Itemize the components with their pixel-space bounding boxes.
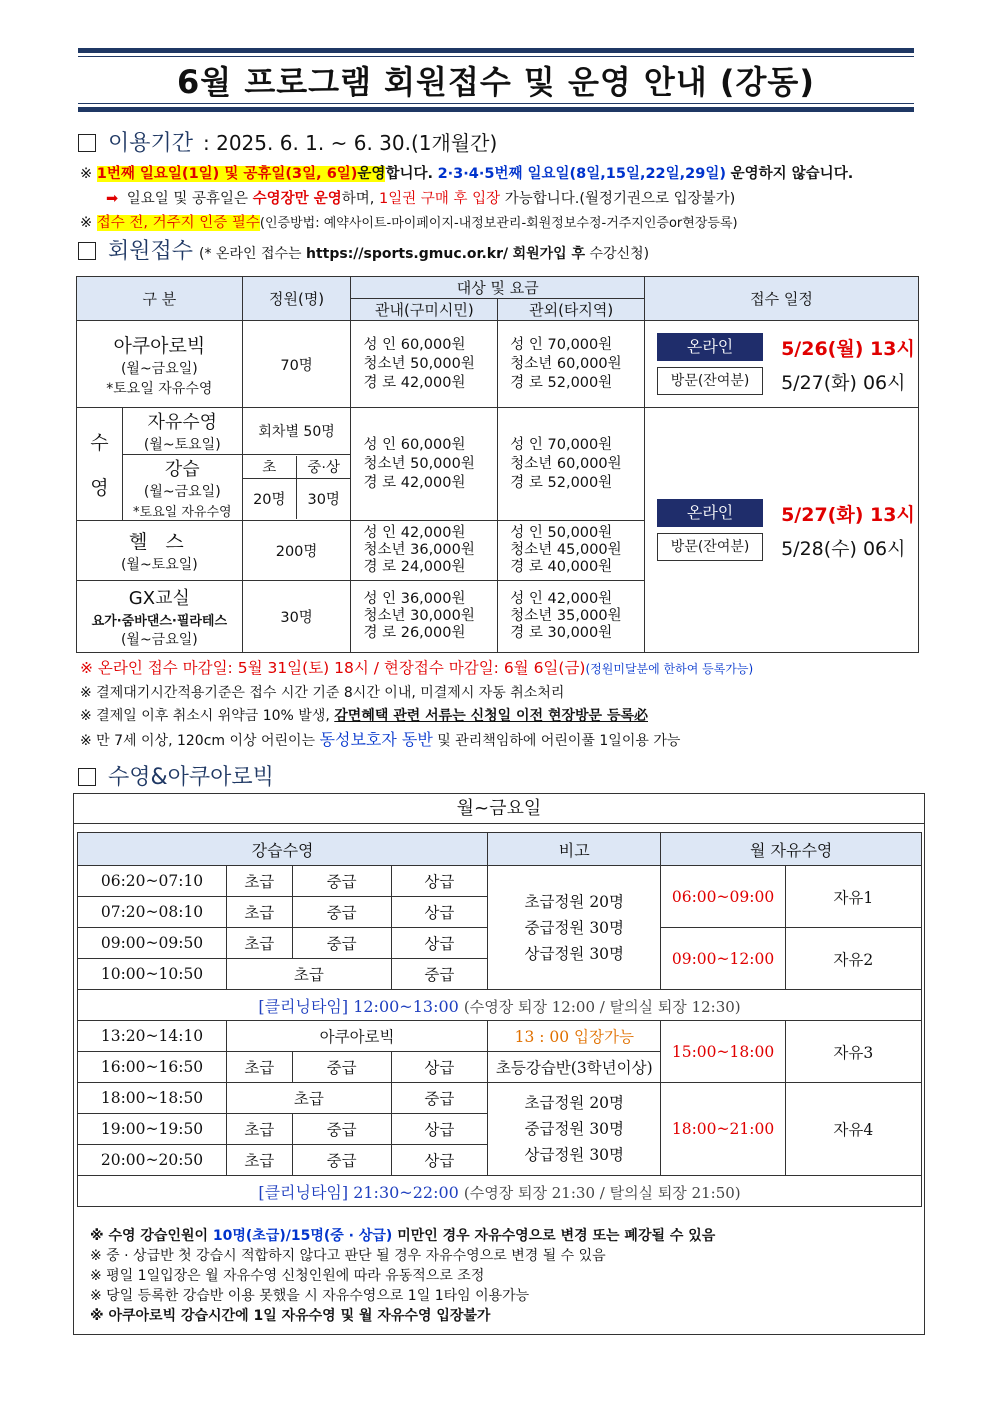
header-schedule: 접수 일정 — [645, 277, 919, 321]
checkbox-square-icon — [78, 242, 96, 260]
row-swim-lesson: 강습 (월~금요일) *토요일 자유수영 초 중·상 20명 30명 — [77, 455, 919, 521]
note-residence: ※ 접수 전, 거주지 인증 필수(인증방법: 예약사이트-마이페이지-내정보관리-회원정보수정-거주지인증or현장등록) — [80, 215, 738, 231]
cleaning-time-row: [클리닝타임] 12:00~13:00 (수영장 퇴장 12:00 / 탈의실 퇴장 12:30) — [78, 990, 922, 1021]
header-remark: 비고 — [488, 833, 661, 866]
header-monthly-free: 월 자유수영 — [661, 833, 922, 866]
visit-date: 5/27(화) 06시 — [781, 371, 906, 394]
table-row: 10:00~10:50 초급 중급 — [78, 959, 922, 990]
checkbox-square-icon — [78, 768, 96, 786]
page-title: 6월 프로그램 회원접수 및 운영 안내 (강동) — [177, 63, 815, 101]
row-health: 헬 스 (월~토요일) 200명 성 인 42,000원 청소년 36,000원 경 로 24,000원 성 인 50,000원 청소년 45,000원 경 로 40,000원 — [77, 521, 919, 581]
swim-section-label: 수영&아쿠아로빅 — [108, 765, 274, 790]
table-row: 06:20~07:10 초급 중급 상급 초급정원 20명 중급정원 30명 상급정원 30명 06:00~09:00 자유1 — [78, 866, 922, 897]
header-nonresident: 관외(타지역) — [498, 299, 645, 321]
title-banner — [78, 48, 914, 112]
arrow-right-icon: ➡ — [106, 191, 119, 207]
fee-table — [76, 276, 919, 653]
table-row: 19:00~19:50 초급 중급 상급 — [78, 1114, 922, 1145]
note-children: ※ 만 7세 이상, 120cm 이상 어린이는 동성보호자 동반 및 관리책임하에 어린이풀 1일이용 가능 — [80, 730, 681, 749]
note-payment-wait: ※ 결제대기시간적용기준은 접수 시간 기준 8시간 이내, 미결제시 자동 취소처리 — [80, 685, 565, 701]
header-target: 대상 및 요금 — [351, 277, 645, 299]
footnotes: ※ 수영 강습인원이 10명(초급)/15명(중 · 상급) 미만인 경우 자유수영으로 변경 또는 폐강될 수 있음 ※ 중 · 상급반 첫 강습시 적합하지 않다고 판단 될 경우 자유수영으로 변경 될 수 있음 ※ 평일 1일입장은 월 자유수영 신청인원에 따라 유동적으로 조정 ※ 당일 등록한 강습반 이용 못했을 시 자유수영으로 1일 1타임 이용가능 ※ 아쿠아로빅 강습시간에 1일 자유수영 및 월 자유수영 입장불가 — [90, 1228, 716, 1324]
online-date: 5/27(화) 13시 — [781, 503, 915, 526]
online-badge: 온라인 — [657, 499, 763, 527]
note-sunday: ※ 1번째 일요일(1일) 및 공휴일(3일, 6일)운영합니다. 2·3·4·5번째 일요일(8일,15일,22일,29일) 운영하지 않습니다. — [80, 166, 854, 182]
period-section — [78, 126, 497, 157]
checkbox-square-icon — [78, 134, 96, 152]
schedule-2 — [645, 408, 919, 653]
note-first-sunday: 1번째 일요일(1일) 및 공휴일(3일, 6일) — [96, 166, 358, 182]
header-resident: 관내(구미시민) — [351, 299, 498, 321]
online-date: 5/26(월) 13시 — [781, 337, 915, 360]
table-row: 07:20~08:10 초급 중급 상급 — [78, 897, 922, 928]
cleaning-time-row: [클리닝타임] 21:30~22:00 (수영장 퇴장 21:30 / 탈의실 퇴장 21:50) — [78, 1176, 922, 1207]
header-capacity: 정원(명) — [242, 277, 351, 321]
weekday-title: 월~금요일 — [74, 794, 924, 824]
online-badge: 온라인 — [657, 333, 763, 361]
period-label: 이용기간 — [108, 131, 194, 156]
note-closed-sundays: 2·3·4·5번째 일요일(8일,15일,22일,29일) — [437, 166, 726, 182]
note-holiday-pool: ➡ 일요일 및 공휴일은 수영장만 운영하며, 1일권 구매 후 입장 가능합니다.(월정기권으로 입장불가) — [106, 191, 736, 207]
visit-date: 5/28(수) 06시 — [781, 537, 906, 560]
header-category: 구 분 — [77, 277, 243, 321]
table-row: 16:00~16:50 초급 중급 상급 초등강습반(3학년이상) — [78, 1052, 922, 1083]
swim-schedule-table — [77, 832, 922, 1207]
registration-label: 회원접수 — [108, 239, 194, 264]
table-row: 09:00~09:50 초급 중급 상급 09:00~12:00 자유2 — [78, 928, 922, 959]
period-value: : 2025. 6. 1. ~ 6. 30.(1개월간) — [203, 131, 498, 155]
swim-section — [78, 760, 274, 791]
row-gx: GX교실 요가·줌바댄스·필라테스 (월~금요일) 30명 성 인 36,000원 청소년 30,000원 경 로 26,000원 성 인 42,000원 청소년 35,000원 경 로 30,000원 — [77, 581, 919, 653]
note-residence-required: 접수 전, 거주지 인증 필수 — [96, 215, 260, 231]
registration-url-link[interactable]: https://sports.gmuc.or.kr/ — [305, 246, 509, 262]
table-row: 20:00~20:50 초급 중급 상급 — [78, 1145, 922, 1176]
note-deadline: ※ 온라인 접수 마감일: 5월 31일(토) 18시 / 현장접수 마감일: 6월 6일(금)(정원미달분에 한하여 등록가능) — [80, 659, 754, 677]
note-cancel-penalty: ※ 결제일 이후 취소시 위약금 10% 발생, 감면혜택 관련 서류는 신청일 이전 현장방문 등록必 — [80, 708, 648, 724]
visit-badge: 방문(잔여분) — [657, 533, 763, 561]
registration-section: 회원접수 (* 온라인 접수는 https://sports.gmuc.or.kr/ 회원가입 후 수강신청) — [78, 234, 649, 265]
visit-badge: 방문(잔여분) — [657, 367, 763, 395]
schedule-1 — [645, 321, 919, 408]
table-row: 13:20~14:10 아쿠아로빅 13 : 00 입장가능 15:00~18:00 자유3 — [78, 1021, 922, 1052]
row-aquarobics: 아쿠아로빅 (월~금요일) *토요일 자유수영 70명 성 인 60,000원 청소년 50,000원 경 로 42,000원 성 인 70,000원 청소년 60,000원 경 로 52,000원 온라인 5/26(월) 13시 방문(잔여분) 5/27(화) 06시 — [77, 321, 919, 408]
table-row: 18:00~18:50 초급 중급 초급정원 20명 중급정원 30명 상급정원 30명 18:00~21:00 자유4 — [78, 1083, 922, 1114]
header-lesson-swim: 강습수영 — [78, 833, 488, 866]
row-free-swim: 수 영 자유수영 (월~토요일) 회차별 50명 성 인 60,000원 청소년 50,000원 경 로 42,000원 성 인 70,000원 청소년 60,000원 경 로 52,000원 온라인 5/27(화) 13시 방문(잔여분) 5/28(수) 06시 — [77, 408, 919, 455]
